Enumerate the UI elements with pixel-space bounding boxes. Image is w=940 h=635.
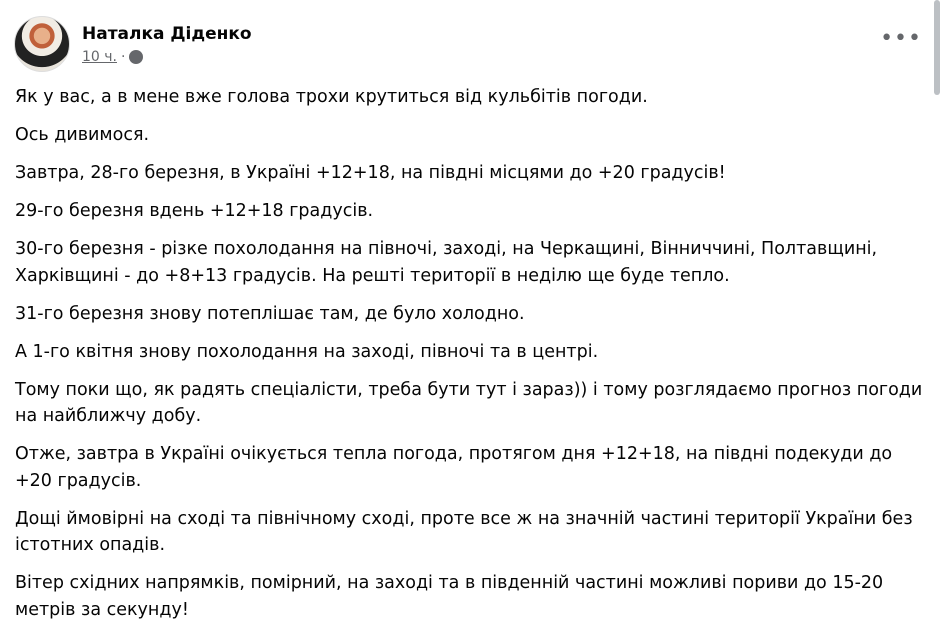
paragraph: 31-го березня знову потеплішає там, де було холодно.: [15, 303, 525, 324]
paragraph: Отже, завтра в Україні очікується тепла погода, протягом дня +12+18, на півдні подекуди до +20 градусів.: [15, 444, 893, 491]
paragraph: 30-го березня - різке похолодання на півночі, заході, на Черкащині, Вінниччині, Полтавщині, Харківщині - до +8+13 градусів. На решті території в неділю ще буде тепло.: [15, 239, 878, 286]
paragraph: Завтра, 28-го березня, в Україні +12+18, на півдні місцями до +20 градусів!: [15, 163, 726, 183]
paragraph: Як у вас, а в мене вже голова трохи крутиться від кульбітів погоди.: [15, 87, 648, 107]
post-text: [15, 84, 927, 635]
author-name[interactable]: Наталка Діденко: [82, 24, 252, 44]
paragraph: Ось дивимося.: [15, 125, 150, 145]
post-header: [14, 16, 252, 72]
avatar[interactable]: [14, 16, 70, 72]
scrollbar[interactable]: [934, 0, 940, 95]
paragraph: Тому поки що, як радять спеціалісти, треба бути тут і зараз)) і тому розглядаємо прогноз погоди на найближчу добу.: [15, 379, 923, 426]
post-time[interactable]: 10 ч.: [82, 49, 117, 65]
paragraph: Дощі ймовірні на сході та північному сході, проте все ж на значній частині території України без істотних опадів.: [15, 508, 913, 555]
more-options-icon[interactable]: •••: [880, 26, 922, 51]
paragraph: Вітер східних напрямків, помірний, на заході та в південній частині можливі пориви до 15-20 метрів за секунду!: [15, 573, 884, 620]
paragraph: А 1-го квітня знову похолодання на заході, півночі та в центрі.: [15, 341, 599, 362]
globe-icon: [129, 50, 143, 64]
separator: ·: [121, 49, 126, 65]
paragraph: 29-го березня вдень +12+18 градусів.: [15, 201, 374, 221]
